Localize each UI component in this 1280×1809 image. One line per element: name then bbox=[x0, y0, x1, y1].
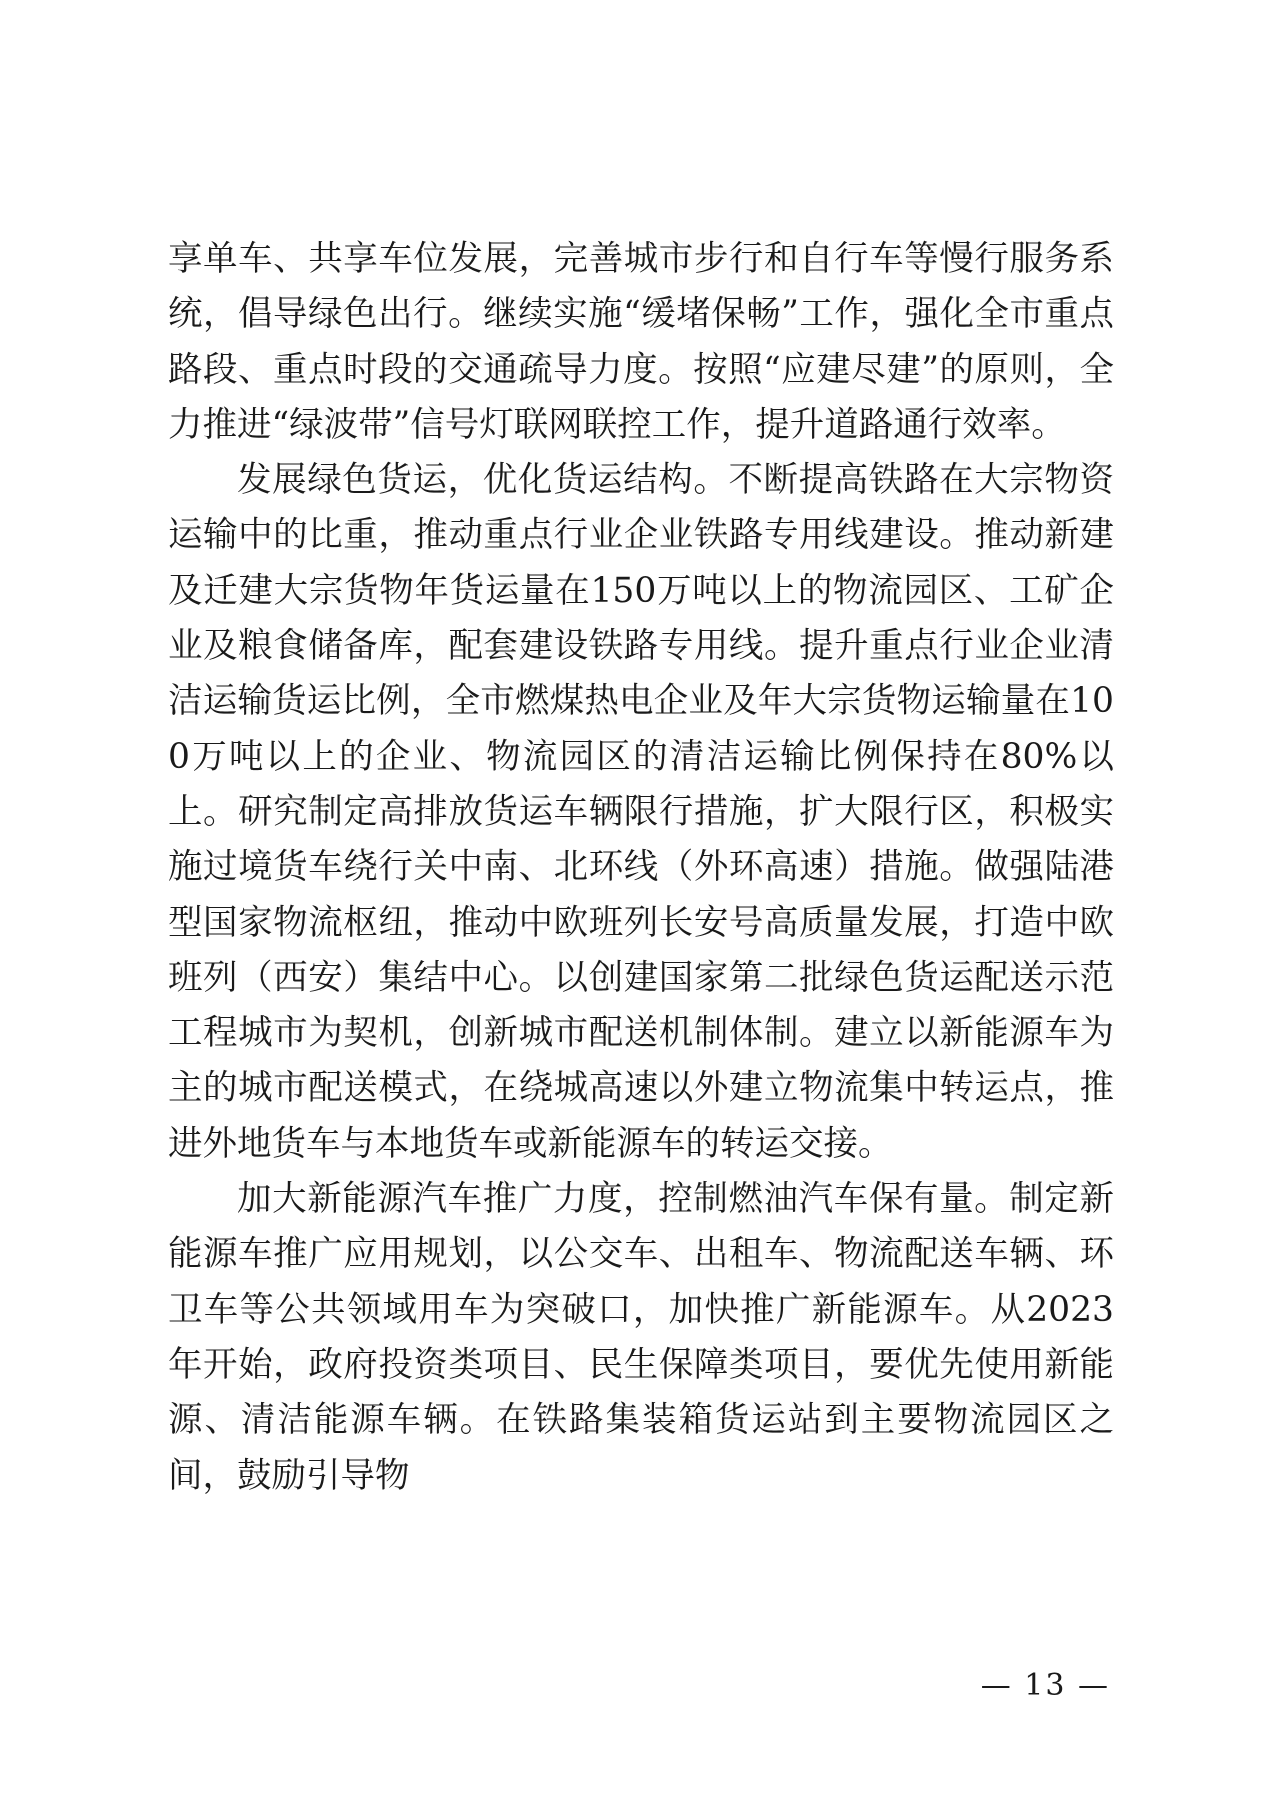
page-body bbox=[168, 232, 1114, 1504]
paragraph-continued: 享单车、共享车位发展，完善城市步行和自行车等慢行服务系统，倡导绿色出行。继续实施“缓堵保畅”工作，强化全市重点路段、重点时段的交通疏导力度。按照“应建尽建”的原则，全力推进“绿波带”信号灯联网联控工作，提升道路通行效率。 bbox=[168, 239, 1114, 445]
page-number: — 13 — bbox=[980, 1668, 1110, 1703]
paragraph-green-freight: 发展绿色货运，优化货运结构。不断提高铁路在大宗物资运输中的比重，推动重点行业企业铁路专用线建设。推动新建及迁建大宗货物年货运量在150万吨以上的物流园区、工矿企业及粮食储备库，配套建设铁路专用线。提升重点行业企业清洁运输货运比例，全市燃煤热电企业及年大宗货物运输量在100万吨以上的企业、物流园区的清洁运输比例保持在80%以上。研究制定高排放货运车辆限行措施，扩大限行区，积极实施过境货车绕行关中南、北环线（外环高速）措施。做强陆港型国家物流枢纽，推动中欧班列长安号高质量发展，打造中欧班列（西安）集结中心。以创建国家第二批绿色货运配送示范工程城市为契机，创新城市配送机制体制。建立以新能源车为主的城市配送模式，在绕城高速以外建立物流集中转运点，推进外地货车与本地货车或新能源车的转运交接。 bbox=[168, 460, 1114, 1164]
paragraph-new-energy-vehicles: 加大新能源汽车推广力度，控制燃油汽车保有量。制定新能源车推广应用规划，以公交车、出租车、物流配送车辆、环卫车等公共领域用车为突破口，加快推广新能源车。从2023年开始，政府投资类项目、民生保障类项目，要优先使用新能源、清洁能源车辆。在铁路集装箱货运站到主要物流园区之间，鼓励引导物 bbox=[168, 1179, 1114, 1496]
